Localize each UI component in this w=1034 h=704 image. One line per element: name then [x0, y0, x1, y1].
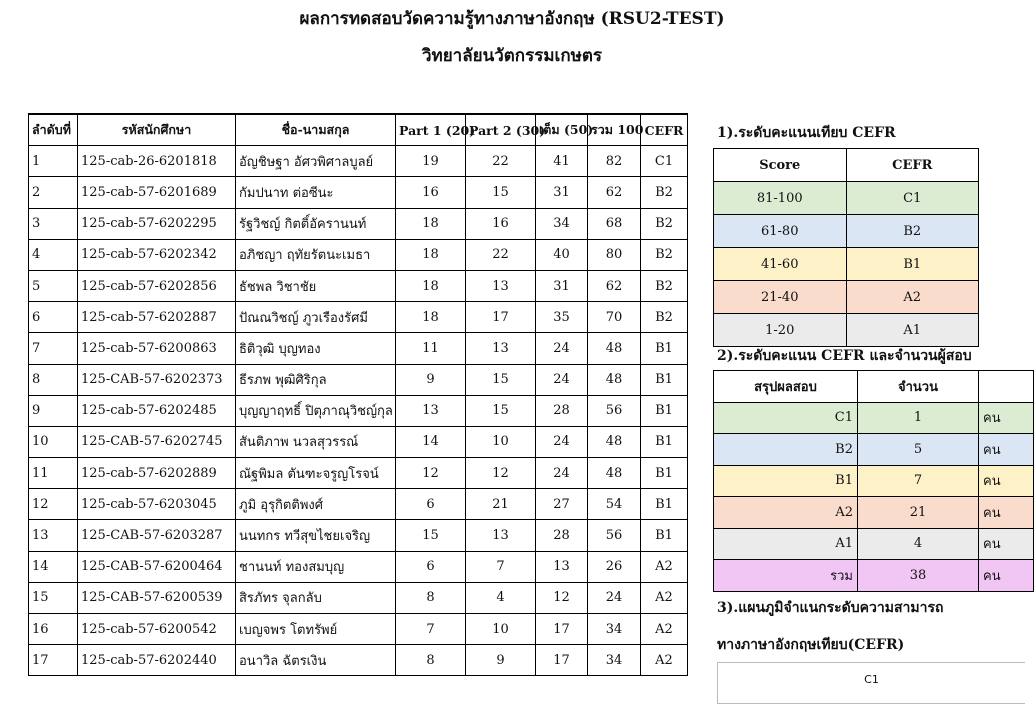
cell-part2: 16 [466, 208, 536, 239]
cell-part1: 13 [396, 395, 466, 426]
cell-part2: 21 [466, 489, 536, 520]
page-subtitle: วิทยาลัยนวัตกรรมเกษตร [421, 46, 603, 66]
cefr-level: A1 [846, 314, 979, 347]
cell-part2: 22 [466, 146, 536, 177]
cell-name: ธิติวุฒิ บุญทอง [236, 333, 396, 364]
cell-full: 24 [536, 333, 588, 364]
cefr-header-level: CEFR [846, 149, 979, 182]
col-header-total: รวม 100 [588, 114, 641, 146]
summary-row [714, 497, 1034, 529]
cell-total: 34 [588, 645, 641, 676]
cell-part1: 18 [396, 270, 466, 301]
cell-full: 31 [536, 177, 588, 208]
cell-part1: 11 [396, 333, 466, 364]
cell-part1: 19 [396, 146, 466, 177]
cell-total: 80 [588, 239, 641, 270]
summary-row [714, 528, 1034, 560]
cell-total: 68 [588, 208, 641, 239]
table-row [29, 270, 688, 301]
cell-part1: 8 [396, 645, 466, 676]
cell-part1: 16 [396, 177, 466, 208]
cell-cefr: B1 [641, 395, 688, 426]
cell-part2: 10 [466, 426, 536, 457]
cell-total: 48 [588, 333, 641, 364]
cell-student-id: 125-cab-57-6200542 [78, 614, 236, 645]
cell-student-id: 125-CAB-57-6202373 [78, 364, 236, 395]
summary-title: 2).ระดับคะแนน CEFR และจำนวนผู้สอบ [717, 348, 972, 364]
summary-label: A1 [714, 528, 858, 560]
col-header-student-id: รหัสนักศึกษา [78, 114, 236, 146]
cell-name: ณัฐพิมล ตันฑะจรูญโรจน์ [236, 458, 396, 489]
summary-count: 7 [858, 465, 979, 497]
cell-full: 41 [536, 146, 588, 177]
table-row [29, 614, 688, 645]
cell-part1: 8 [396, 582, 466, 613]
cell-order: 6 [29, 302, 78, 333]
cell-student-id: 125-cab-57-6202889 [78, 458, 236, 489]
cell-student-id: 125-CAB-57-6202745 [78, 426, 236, 457]
cell-cefr: C1 [641, 146, 688, 177]
cell-order: 16 [29, 614, 78, 645]
summary-header-result: สรุปผลสอบ [714, 371, 858, 403]
cell-order: 12 [29, 489, 78, 520]
cell-cefr: B1 [641, 333, 688, 364]
cefr-row [714, 215, 979, 248]
cell-part1: 15 [396, 520, 466, 551]
cell-total: 48 [588, 426, 641, 457]
cell-order: 13 [29, 520, 78, 551]
cefr-score: 41-60 [714, 248, 847, 281]
table-row [29, 239, 688, 270]
cell-cefr: B1 [641, 426, 688, 457]
chart-title-line2: ทางภาษาอังกฤษเทียบ(CEFR) [717, 637, 905, 653]
cell-student-id: 125-cab-57-6202295 [78, 208, 236, 239]
cell-order: 4 [29, 239, 78, 270]
cefr-scale-table [713, 148, 979, 347]
cell-total: 62 [588, 177, 641, 208]
table-row [29, 426, 688, 457]
cell-part1: 18 [396, 239, 466, 270]
cell-cefr: B1 [641, 364, 688, 395]
summary-row [714, 465, 1034, 497]
cell-full: 24 [536, 458, 588, 489]
cell-part2: 7 [466, 551, 536, 582]
cefr-score: 61-80 [714, 215, 847, 248]
cell-cefr: A2 [641, 645, 688, 676]
cefr-level: A2 [846, 281, 979, 314]
cell-part1: 14 [396, 426, 466, 457]
cell-student-id: 125-cab-57-6200863 [78, 333, 236, 364]
cell-name: สันติภาพ นวลสุวรรณ์ [236, 426, 396, 457]
cell-name: ธัชพล วิชาชัย [236, 270, 396, 301]
summary-header-blank [979, 371, 1034, 403]
cell-full: 28 [536, 395, 588, 426]
summary-count: 4 [858, 528, 979, 560]
col-header-name: ชื่อ-นามสกุล [236, 114, 396, 146]
cefr-score: 21-40 [714, 281, 847, 314]
cell-part2: 4 [466, 582, 536, 613]
table-row [29, 302, 688, 333]
summary-unit: คน [979, 528, 1034, 560]
cell-name: อัญชิษฐา อัศวพิศาลบูลย์ [236, 146, 396, 177]
cell-part2: 15 [466, 177, 536, 208]
cell-cefr: B2 [641, 177, 688, 208]
cefr-header-row [714, 149, 979, 182]
summary-label: B1 [714, 465, 858, 497]
cefr-score: 1-20 [714, 314, 847, 347]
cell-full: 40 [536, 239, 588, 270]
cell-order: 2 [29, 177, 78, 208]
cell-cefr: B2 [641, 208, 688, 239]
cell-cefr: B2 [641, 270, 688, 301]
cell-part2: 22 [466, 239, 536, 270]
summary-count: 21 [858, 497, 979, 529]
cell-name: กัมปนาท ต่อซีนะ [236, 177, 396, 208]
table-row [29, 146, 688, 177]
cell-part1: 18 [396, 302, 466, 333]
cell-cefr: A2 [641, 582, 688, 613]
cell-full: 28 [536, 520, 588, 551]
summary-label: C1 [714, 402, 858, 434]
summary-label: รวม [714, 560, 858, 592]
cefr-chart [717, 662, 1025, 704]
table-row [29, 489, 688, 520]
summary-row [714, 434, 1034, 466]
summary-header-count: จำนวน [858, 371, 979, 403]
cell-full: 34 [536, 208, 588, 239]
summary-unit: คน [979, 560, 1034, 592]
cell-name: นนทกร ทวีสุขไชยเจริญ [236, 520, 396, 551]
cell-student-id: 125-cab-57-6202485 [78, 395, 236, 426]
cell-name: อภิชญา ฤทัยรัตนะเมธา [236, 239, 396, 270]
cell-student-id: 125-cab-57-6202887 [78, 302, 236, 333]
cell-order: 11 [29, 458, 78, 489]
cell-full: 17 [536, 614, 588, 645]
cell-order: 9 [29, 395, 78, 426]
cell-total: 70 [588, 302, 641, 333]
cell-part2: 15 [466, 395, 536, 426]
cell-total: 34 [588, 614, 641, 645]
cell-full: 24 [536, 364, 588, 395]
cell-part2: 10 [466, 614, 536, 645]
cell-student-id: 125-CAB-57-6200539 [78, 582, 236, 613]
summary-table [713, 370, 1034, 592]
table-row [29, 551, 688, 582]
cell-name: ธีรภพ พุฒิศิริกุล [236, 364, 396, 395]
table-row [29, 645, 688, 676]
cell-total: 48 [588, 458, 641, 489]
cell-name: รัฐวิชญ์ กิตติ์อัครานนท์ [236, 208, 396, 239]
cell-order: 1 [29, 146, 78, 177]
results-header-row [29, 114, 688, 146]
cell-order: 14 [29, 551, 78, 582]
table-row [29, 395, 688, 426]
cell-cefr: A2 [641, 551, 688, 582]
cell-part2: 13 [466, 333, 536, 364]
cell-full: 17 [536, 645, 588, 676]
cell-name: อนาวิล ฉัตรเงิน [236, 645, 396, 676]
cell-student-id: 125-cab-57-6203045 [78, 489, 236, 520]
cell-name: สิรภัทร จุลกลับ [236, 582, 396, 613]
cell-order: 8 [29, 364, 78, 395]
results-table [28, 113, 688, 676]
table-row [29, 582, 688, 613]
cell-full: 27 [536, 489, 588, 520]
summary-row [714, 560, 1034, 592]
cell-order: 7 [29, 333, 78, 364]
cell-total: 24 [588, 582, 641, 613]
cell-name: ชานนท์ ทองสมบุญ [236, 551, 396, 582]
cell-total: 26 [588, 551, 641, 582]
table-row [29, 520, 688, 551]
col-header-part2: Part 2 (30) [466, 114, 536, 146]
cell-cefr: B2 [641, 239, 688, 270]
table-row [29, 333, 688, 364]
cell-part1: 6 [396, 551, 466, 582]
summary-header-row [714, 371, 1034, 403]
cell-full: 12 [536, 582, 588, 613]
cefr-row [714, 314, 979, 347]
cell-student-id: 125-cab-26-6201818 [78, 146, 236, 177]
cell-name: บุญญาฤทธิ์ ปิตุภาณุวิชญ์กุล [236, 395, 396, 426]
cell-total: 56 [588, 520, 641, 551]
cell-order: 17 [29, 645, 78, 676]
table-row [29, 177, 688, 208]
cell-total: 48 [588, 364, 641, 395]
cell-cefr: B1 [641, 458, 688, 489]
cell-part2: 12 [466, 458, 536, 489]
table-row [29, 208, 688, 239]
cell-student-id: 125-CAB-57-6200464 [78, 551, 236, 582]
cell-total: 54 [588, 489, 641, 520]
cell-part1: 18 [396, 208, 466, 239]
cell-student-id: 125-cab-57-6202342 [78, 239, 236, 270]
summary-label: A2 [714, 497, 858, 529]
cell-name: ปัณณวิชญ์ ภูวเรืองรัศมี [236, 302, 396, 333]
cell-student-id: 125-cab-57-6202440 [78, 645, 236, 676]
cell-part1: 12 [396, 458, 466, 489]
cell-part2: 9 [466, 645, 536, 676]
cell-order: 5 [29, 270, 78, 301]
table-row [29, 364, 688, 395]
cell-order: 10 [29, 426, 78, 457]
cell-student-id: 125-CAB-57-6203287 [78, 520, 236, 551]
cell-student-id: 125-cab-57-6202856 [78, 270, 236, 301]
cefr-row [714, 182, 979, 215]
cell-part1: 9 [396, 364, 466, 395]
cell-full: 35 [536, 302, 588, 333]
cell-cefr: B1 [641, 489, 688, 520]
summary-count: 5 [858, 434, 979, 466]
summary-count: 38 [858, 560, 979, 592]
cell-total: 62 [588, 270, 641, 301]
cell-total: 82 [588, 146, 641, 177]
col-header-cefr: CEFR [641, 114, 688, 146]
cell-name: ภูมิ อุรุกิตติพงศ์ [236, 489, 396, 520]
cefr-level: B2 [846, 215, 979, 248]
cell-part2: 17 [466, 302, 536, 333]
col-header-order: ลำดับที่ [29, 114, 78, 146]
cefr-score: 81-100 [714, 182, 847, 215]
cell-part2: 15 [466, 364, 536, 395]
cell-total: 56 [588, 395, 641, 426]
cell-student-id: 125-cab-57-6201689 [78, 177, 236, 208]
chart-title-line1: 3).แผนภูมิจำแนกระดับความสามารถ [717, 600, 944, 616]
cell-cefr: B2 [641, 302, 688, 333]
cell-cefr: B1 [641, 520, 688, 551]
cefr-header-score: Score [714, 149, 847, 182]
cefr-row [714, 281, 979, 314]
cell-full: 31 [536, 270, 588, 301]
summary-unit: คน [979, 465, 1034, 497]
summary-unit: คน [979, 497, 1034, 529]
cefr-scale-title: 1).ระดับคะแนนเทียบ CEFR [717, 125, 896, 141]
summary-unit: คน [979, 434, 1034, 466]
cell-part2: 13 [466, 270, 536, 301]
summary-label: B2 [714, 434, 858, 466]
summary-row [714, 402, 1034, 434]
cell-part2: 13 [466, 520, 536, 551]
col-header-part1: Part 1 (20) [396, 114, 466, 146]
chart-legend-label: C1 [864, 673, 879, 686]
cefr-level: B1 [846, 248, 979, 281]
cell-part1: 6 [396, 489, 466, 520]
summary-count: 1 [858, 402, 979, 434]
cell-order: 3 [29, 208, 78, 239]
cefr-level: C1 [846, 182, 979, 215]
col-header-full: เต็ม (50) [536, 114, 588, 146]
cell-order: 15 [29, 582, 78, 613]
cell-full: 13 [536, 551, 588, 582]
cell-part1: 7 [396, 614, 466, 645]
cefr-row [714, 248, 979, 281]
table-row [29, 458, 688, 489]
summary-unit: คน [979, 402, 1034, 434]
cell-name: เบญจพร โตทรัพย์ [236, 614, 396, 645]
cell-cefr: A2 [641, 614, 688, 645]
cell-full: 24 [536, 426, 588, 457]
page-title: ผลการทดสอบวัดความรู้ทางภาษาอังกฤษ (RSU2-TEST) [299, 9, 725, 29]
